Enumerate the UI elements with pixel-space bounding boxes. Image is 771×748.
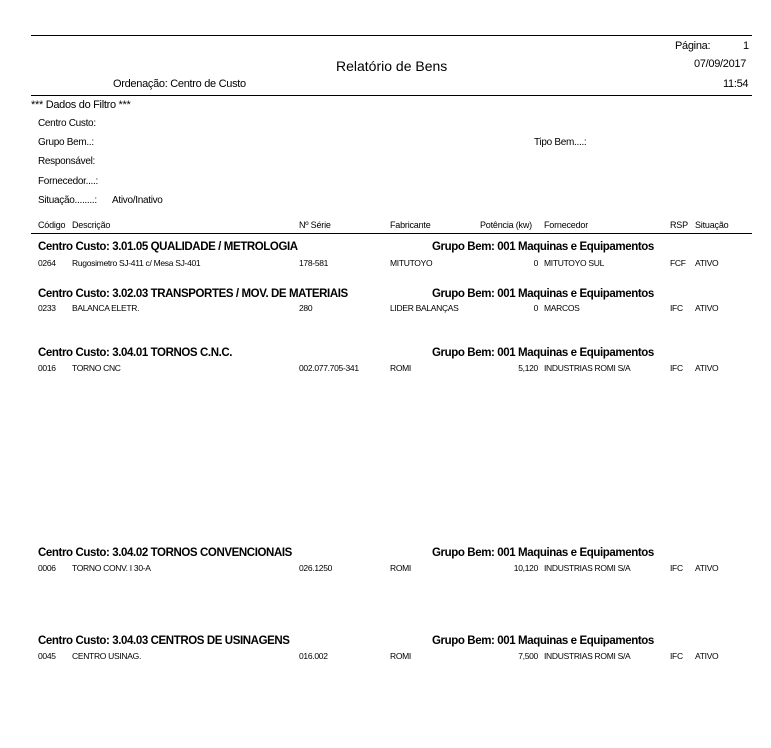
filter-fornecedor-label: Fornecedor....: [38,176,98,187]
group-centro-custo: Centro Custo: 3.01.05 QUALIDADE / METROLOGIA [38,241,298,253]
row-fornecedor: INDUSTRIAS ROMI S/A [544,563,631,573]
group-grupo-bem: Grupo Bem: 001 Maquinas e Equipamentos [432,347,654,359]
row-serie: 178-581 [299,258,329,268]
row-descricao: TORNO CNC [72,363,121,373]
row-fabricante: ROMI [390,563,411,573]
row-situacao: ATIVO [695,651,719,661]
row-rsp: FCF [670,258,686,268]
col-potencia: Potência (kw) [480,220,532,230]
filter-centro-custo-label: Centro Custo: [38,118,96,129]
row-potencia: 0 [533,258,538,268]
group-centro-custo: Centro Custo: 3.04.02 TORNOS CONVENCIONAIS [38,547,292,559]
row-fornecedor: INDUSTRIAS ROMI S/A [544,651,631,661]
row-serie: 016.002 [299,651,328,661]
row-rsp: IFC [670,651,683,661]
report-time: 11:54 [723,78,749,90]
row-situacao: ATIVO [695,363,719,373]
row-codigo: 0045 [38,651,56,661]
row-codigo: 0006 [38,563,56,573]
header-divider [31,95,752,96]
row-descricao: BALANCA ELETR. [72,303,140,313]
col-codigo: Código [38,220,66,230]
row-fabricante: MITUTOYO [390,258,433,268]
group-grupo-bem: Grupo Bem: 001 Maquinas e Equipamentos [432,547,654,559]
filter-heading: *** Dados do Filtro *** [31,99,131,111]
row-descricao: TORNO CONV. I 30-A [72,563,151,573]
col-fabricante: Fabricante [390,220,431,230]
row-rsp: IFC [670,303,683,313]
row-serie: 002.077.705-341 [299,363,359,373]
row-serie: 026.1250 [299,563,333,573]
row-situacao: ATIVO [695,258,719,268]
group-grupo-bem: Grupo Bem: 001 Maquinas e Equipamentos [432,241,654,253]
row-codigo: 0016 [38,363,56,373]
col-situacao: Situação [695,220,729,230]
filter-tipo-bem-label: Tipo Bem....: [534,137,587,148]
row-codigo: 0233 [38,303,56,313]
col-rsp: RSP [670,220,688,230]
group-centro-custo: Centro Custo: 3.02.03 TRANSPORTES / MOV. DE MATERIAIS [38,288,348,300]
row-fornecedor: MARCOS [544,303,580,313]
group-centro-custo: Centro Custo: 3.04.03 CENTROS DE USINAGENS [38,635,290,647]
report-date: 07/09/2017 [694,58,747,70]
row-fornecedor: INDUSTRIAS ROMI S/A [544,363,631,373]
row-codigo: 0264 [38,258,56,268]
row-descricao: CENTRO USINAG. [72,651,142,661]
top-divider [31,35,752,36]
filter-situacao-value: Ativo/Inativo [112,195,163,206]
row-fabricante: ROMI [390,651,411,661]
group-grupo-bem: Grupo Bem: 001 Maquinas e Equipamentos [432,288,654,300]
group-grupo-bem: Grupo Bem: 001 Maquinas e Equipamentos [432,635,654,647]
report-title: Relatório de Bens [336,58,448,74]
page-number: 1 [743,40,749,52]
ordering-label: Ordenação: Centro de Custo [113,78,246,90]
filter-situacao-label: Situação........: [38,195,97,206]
row-fabricante: LIDER BALANÇAS [390,303,459,313]
row-rsp: IFC [670,363,683,373]
row-situacao: ATIVO [695,303,719,313]
row-potencia: 7,500 [518,651,538,661]
row-fornecedor: MITUTOYO SUL [544,258,605,268]
page-label: Página: [675,40,711,52]
row-rsp: IFC [670,563,683,573]
row-potencia: 10,120 [513,563,538,573]
filter-grupo-bem-label: Grupo Bem..: [38,137,94,148]
col-fornecedor: Fornecedor [544,220,589,230]
filter-responsavel-label: Responsável: [38,156,95,167]
row-potencia: 0 [533,303,538,313]
group-centro-custo: Centro Custo: 3.04.01 TORNOS C.N.C. [38,347,233,359]
row-fabricante: ROMI [390,363,411,373]
row-descricao: Rugosimetro SJ-411 c/ Mesa SJ-401 [72,258,201,268]
row-serie: 280 [299,303,313,313]
row-situacao: ATIVO [695,563,719,573]
row-potencia: 5,120 [518,363,538,373]
col-serie: Nº Série [299,220,331,230]
columns-divider [31,233,752,234]
col-descricao: Descrição [72,220,111,230]
